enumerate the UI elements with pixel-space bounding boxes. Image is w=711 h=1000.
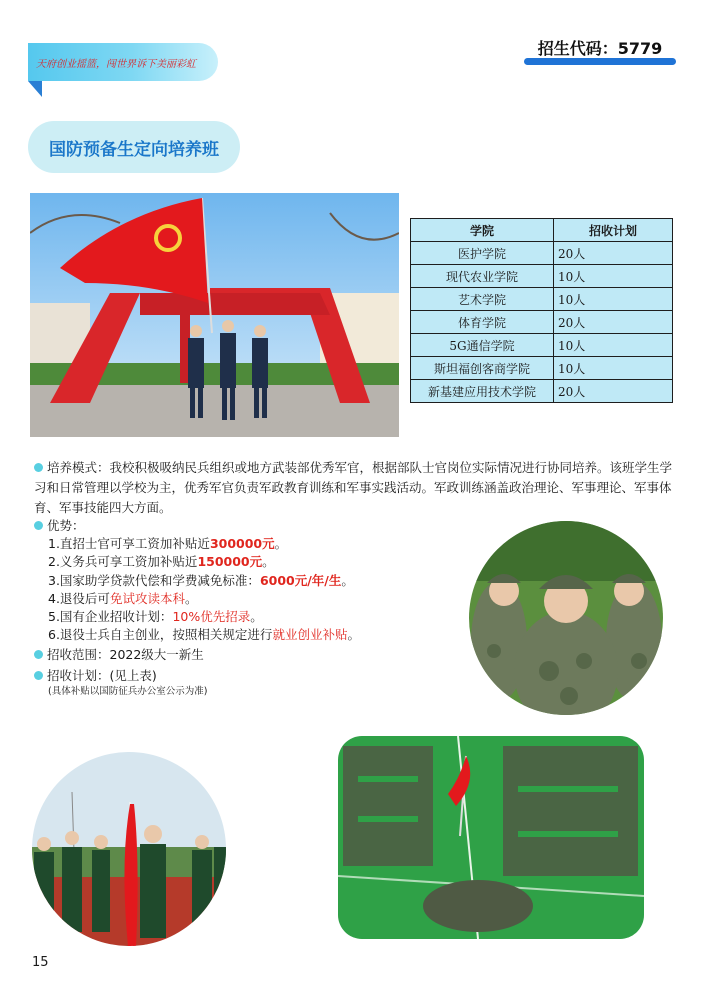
slogan-banner-tail [28,81,42,97]
field-formation-photo [338,736,644,939]
advantages-label: 优势： [47,518,85,533]
list-item: 1.直招士官可享工资加补贴近300000元。 [48,536,288,552]
section-title-text: 国防预备生定向培养班 [49,139,219,160]
list-item: 2.义务兵可享工资加补贴近150000元。 [48,554,275,570]
list-item: 3.国家助学贷款代偿和学费减免标准：6000元/年/生。 [48,572,354,588]
enroll-code-underline [524,58,676,65]
enroll-scope: 招收范围：2022级大一新生 [47,647,204,663]
highlight-text: 就业创业补贴 [272,627,348,643]
honor-guard-circle-photo [32,752,226,946]
quota-cell: 20人 [554,380,673,403]
college-cell: 5G通信学院 [411,334,554,357]
training-mode-paragraph [34,458,684,518]
table-row [411,242,673,265]
highlight-text: 免试攻读本科 [109,590,185,606]
advantages-section [34,517,484,699]
enroll-plan-label: 招收计划：(见上表) [47,667,157,683]
enrollment-plan-table [410,218,673,403]
page-number: 15 [32,955,49,970]
list-item: 6.退役士兵自主创业，按照相关规定进行就业创业补贴。 [48,627,360,643]
highlight-text: 10%优先招录 [172,609,251,625]
table-row [411,357,673,380]
highlight-text: 6000元/年/生 [259,572,342,588]
quota-cell: 10人 [554,334,673,357]
header-college: 学院 [411,219,554,242]
college-cell: 医护学院 [411,242,554,265]
list-item: 5.国有企业招收计划：10%优先招录。 [48,609,263,625]
table-row [411,311,673,334]
highlight-text: 150000元 [197,554,263,570]
table-row [411,380,673,403]
highlight-text: 300000元 [209,536,275,552]
list-item: 4.退役后可免试攻读本科。 [48,590,198,606]
bullet-dot-icon [34,463,43,472]
bullet-dot-icon [34,521,43,530]
header-quota: 招收计划 [554,219,673,242]
quota-cell: 10人 [554,288,673,311]
table-header-row [411,219,673,242]
quota-cell: 10人 [554,265,673,288]
table-row [411,334,673,357]
table-row [411,288,673,311]
training-mode-label: 培养模式： [47,460,110,475]
bullet-dot-icon [34,671,43,680]
college-cell: 现代农业学院 [411,265,554,288]
quota-cell: 10人 [554,357,673,380]
college-cell: 艺术学院 [411,288,554,311]
slogan-banner [28,43,218,81]
enroll-code: 招生代码：5779 [537,39,663,58]
quota-cell: 20人 [554,242,673,265]
training-mode-text: 我校积极吸纳民兵组织或地方武装部优秀军官，根据部队士官岗位实际情况进行协同培养。该班学生学习和日常管理以学校为主，优秀军官负责军政教育训练和军事实践活动。军政训练涵盖政治理论、军事理论、军事体育、军事技能四大方面。 [34,460,673,515]
college-cell: 体育学院 [411,311,554,334]
bullet-dot-icon [34,650,43,659]
table-row [411,265,673,288]
section-title [28,121,240,173]
college-cell: 斯坦福创客商学院 [411,357,554,380]
cadets-circle-photo [469,521,663,715]
flag-ceremony-photo [30,193,399,437]
college-cell: 新基建应用技术学院 [411,380,554,403]
subsidy-note: (具体补贴以国防征兵办公室公示为准) [48,685,208,697]
slogan-text: 天府创业摇篮，闯世界诉下美丽彩虹 [36,58,196,70]
quota-cell: 20人 [554,311,673,334]
